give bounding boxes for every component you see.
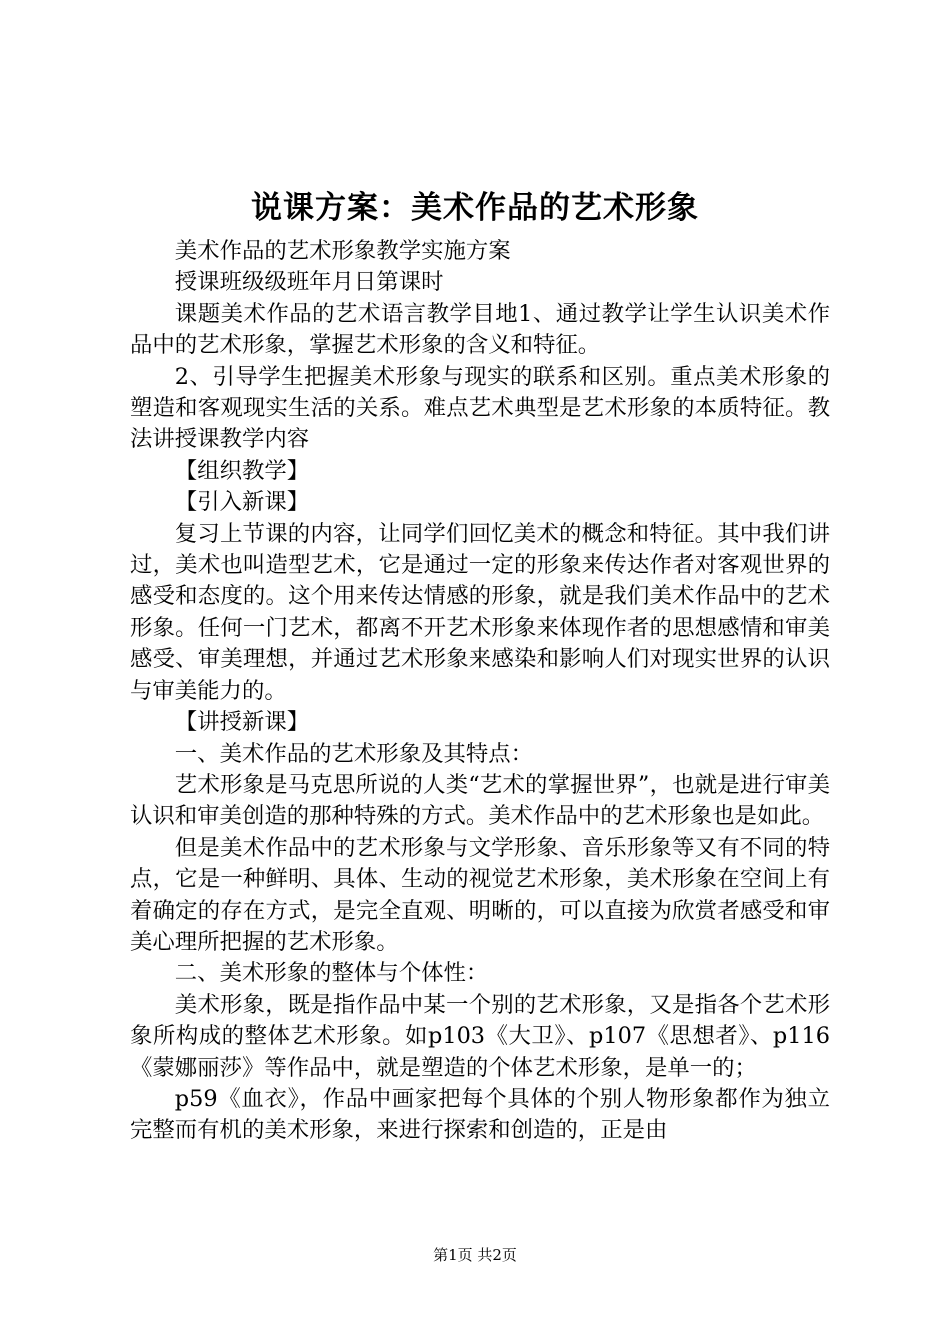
page-footer: 第1页 共2页 xyxy=(433,1246,517,1264)
heading-part-one: 一、美术作品的艺术形象及其特点： xyxy=(174,740,534,767)
document-body xyxy=(130,236,830,1147)
paragraph-plan-title: 美术作品的艺术形象教学实施方案 xyxy=(174,238,511,264)
paragraph-overall-image: p59《血衣》，作品中画家把每个具体的个别人物形象都作为独立完整而有机的美术形象，来进行探索和创造的，正是由 xyxy=(130,1085,830,1144)
paragraph-individual-image: 美术形象，既是指作品中某一个别的艺术形象，又是指各个艺术形象所构成的整体艺术形象。如p103《大卫》、p107《思想者》、p116《蒙娜丽莎》等作品中，就是塑造的个体艺术形象，是单一的； xyxy=(130,991,830,1081)
section-organize-teaching: 【组织教学】 xyxy=(174,457,310,484)
document-title: 说课方案：美术作品的艺术形象 xyxy=(251,190,699,226)
paragraph-art-image-features: 但是美术作品中的艺术形象与文学形象、音乐形象等又有不同的特点，它是一种鲜明、具体、生动的视觉艺术形象，美术形象在空间上有着确定的存在方式，是完全直观、明晰的，可以直接为欣赏者感受和审美心理所把握的艺术形象。 xyxy=(130,834,830,955)
paragraph-class-info: 授课班级级班年月日第课时 xyxy=(174,269,444,296)
paragraph-art-image-definition: 艺术形象是马克思所说的人类“艺术的掌握世界”，也就是进行审美认识和审美创造的那种特殊的方式。美术作品中的艺术形象也是如此。 xyxy=(130,771,830,830)
section-introduce-lesson: 【引入新课】 xyxy=(174,489,310,516)
paragraph-objective-2: 2、引导学生把握美术形象与现实的联系和区别。重点美术形象的塑造和客观现实生活的关系。难点艺术典型是艺术形象的本质特征。教法讲授课教学内容 xyxy=(130,363,830,453)
heading-part-two: 二、美术形象的整体与个体性： xyxy=(174,960,489,987)
section-new-lesson: 【讲授新课】 xyxy=(174,709,310,736)
paragraph-objective-1: 课题美术作品的艺术语言教学目地1、通过教学让学生认识美术作品中的艺术形象，掌握艺术形象的含义和特征。 xyxy=(130,300,830,359)
paragraph-review: 复习上节课的内容，让同学们回忆美术的概念和特征。其中我们讲过，美术也叫造型艺术，它是通过一定的形象来传达作者对客观世界的感受和态度的。这个用来传达情感的形象，就是我们美术作品中的艺术形象。任何一门艺术，都离不开艺术形象来体现作者的思想感情和审美感受、审美理想，并通过艺术形象来感染和影响人们对现实世界的认识与审美能力的。 xyxy=(130,520,830,704)
